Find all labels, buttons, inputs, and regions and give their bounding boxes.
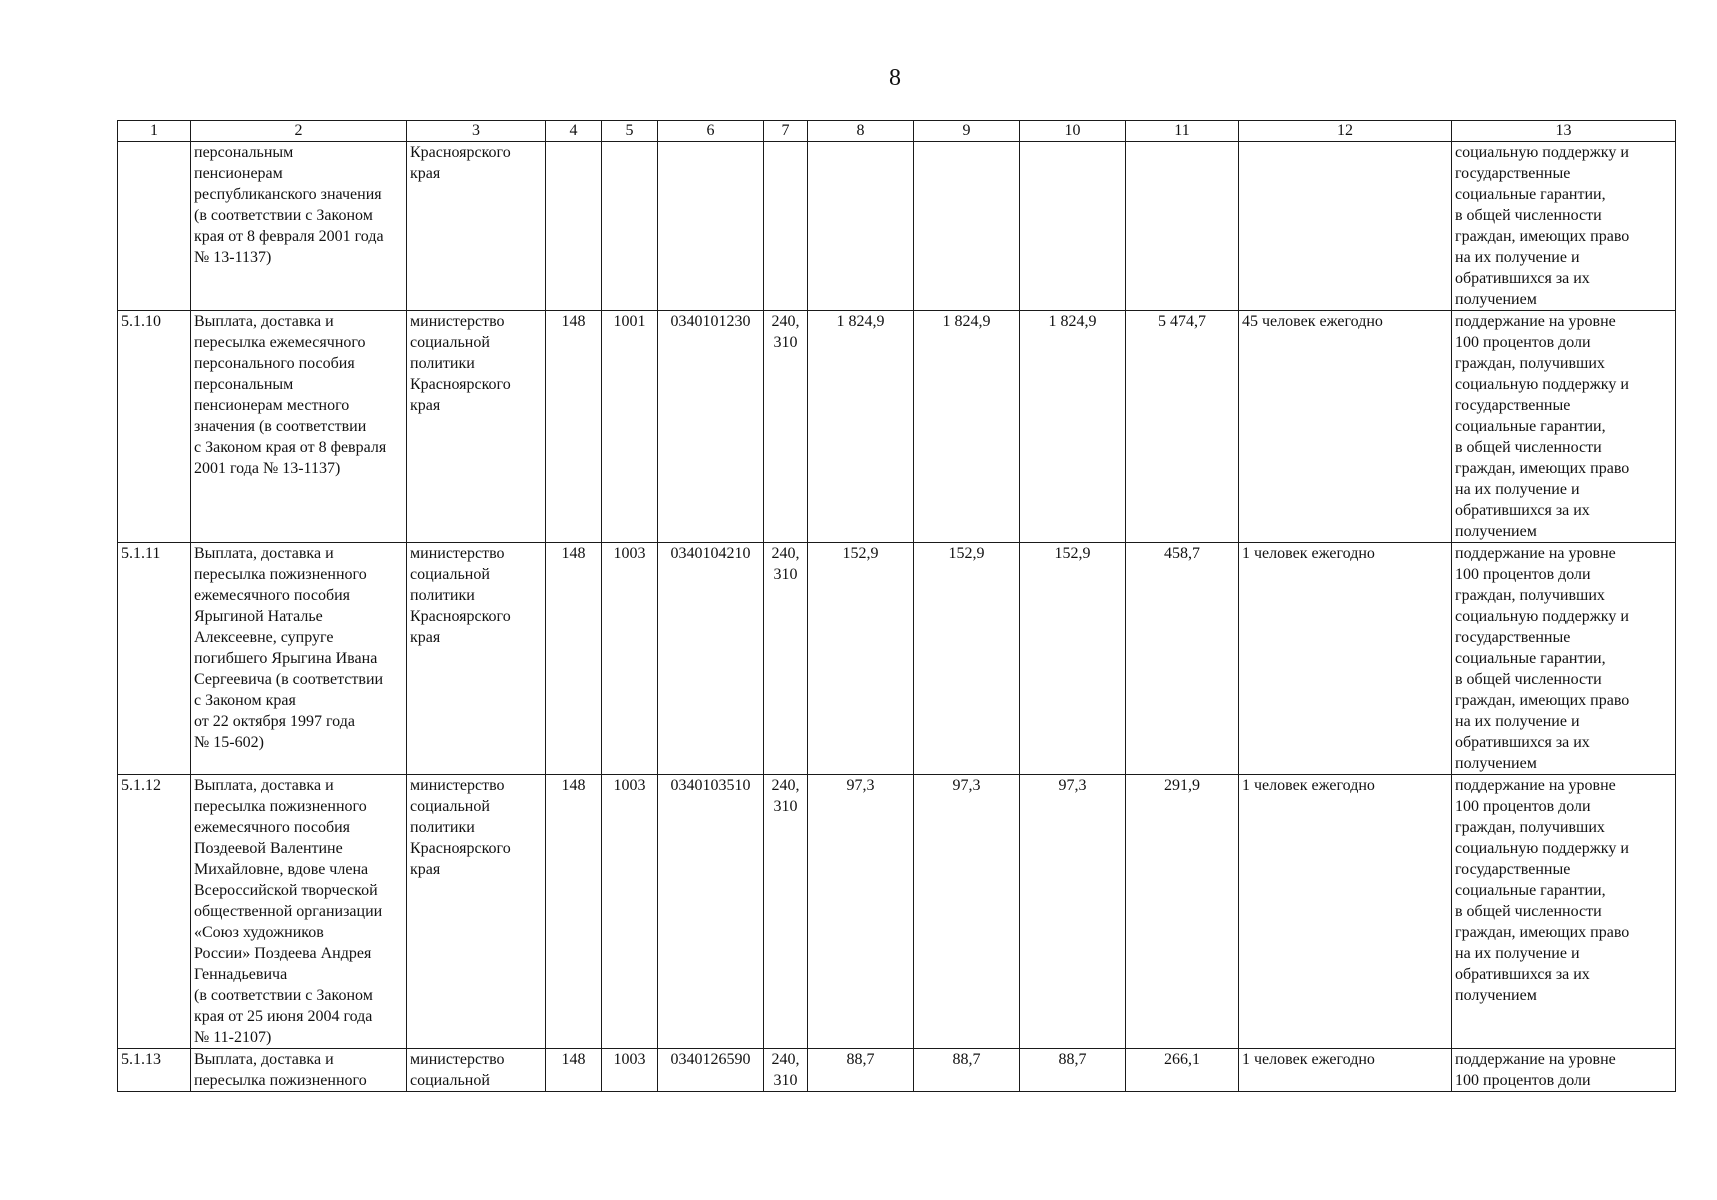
- executor-cell: министерство социальной политики Красноярского края: [407, 543, 546, 775]
- grbs-code-cell: 148: [546, 311, 602, 543]
- header-cell: 5: [602, 121, 658, 142]
- indicator-cell: поддержание на уровне 100 процентов доли граждан, получивших социальную поддержку и государственные социальные гарантии, в общей численности граждан, имеющих право на их получение и обратившихся за их получением: [1452, 775, 1676, 1049]
- expected-result-cell: 45 человек ежегодно: [1239, 311, 1452, 543]
- expense-type-cell: 240, 310: [764, 1049, 808, 1092]
- year1-cell: 88,7: [808, 1049, 914, 1092]
- header-cell: 9: [914, 121, 1020, 142]
- year3-cell: 152,9: [1020, 543, 1126, 775]
- header-row: [118, 121, 1676, 142]
- total-cell: 5 474,7: [1126, 311, 1239, 543]
- section-code-cell: 1003: [602, 1049, 658, 1092]
- grbs-code-cell: [546, 142, 602, 311]
- indicator-cell: социальную поддержку и государственные социальные гарантии, в общей численности граждан, имеющих право на их получение и обратившихся за их получением: [1452, 142, 1676, 311]
- total-cell: 266,1: [1126, 1049, 1239, 1092]
- row-number-cell: 5.1.13: [118, 1049, 191, 1092]
- table-row: [118, 1049, 1676, 1092]
- table-row: [118, 543, 1676, 775]
- header-cell: 6: [658, 121, 764, 142]
- grbs-code-cell: 148: [546, 543, 602, 775]
- target-item-cell: 0340104210: [658, 543, 764, 775]
- executor-cell: Красноярского края: [407, 142, 546, 311]
- header-cell: 10: [1020, 121, 1126, 142]
- row-number-cell: [118, 142, 191, 311]
- year3-cell: [1020, 142, 1126, 311]
- expense-type-cell: 240, 310: [764, 543, 808, 775]
- expected-result-cell: 1 человек ежегодно: [1239, 1049, 1452, 1092]
- row-number-cell: 5.1.10: [118, 311, 191, 543]
- measure-name-cell: Выплата, доставка и пересылка пожизненного: [191, 1049, 407, 1092]
- indicator-cell: поддержание на уровне 100 процентов доли граждан, получивших социальную поддержку и государственные социальные гарантии, в общей численности граждан, имеющих право на их получение и обратившихся за их получением: [1452, 543, 1676, 775]
- year3-cell: 88,7: [1020, 1049, 1126, 1092]
- executor-cell: министерство социальной политики Красноярского края: [407, 311, 546, 543]
- header-cell: 4: [546, 121, 602, 142]
- section-code-cell: 1001: [602, 311, 658, 543]
- grbs-code-cell: 148: [546, 775, 602, 1049]
- total-cell: [1126, 142, 1239, 311]
- year2-cell: [914, 142, 1020, 311]
- page-number: 8: [889, 65, 901, 91]
- measure-name-cell: персональным пенсионерам республиканского значения (в соответствии с Законом края от 8 февраля 2001 года № 13-1137): [191, 142, 407, 311]
- table-row: [118, 142, 1676, 311]
- total-cell: 458,7: [1126, 543, 1239, 775]
- year1-cell: 152,9: [808, 543, 914, 775]
- expected-result-cell: 1 человек ежегодно: [1239, 775, 1452, 1049]
- year2-cell: 152,9: [914, 543, 1020, 775]
- executor-cell: министерство социальной политики Красноярского края: [407, 775, 546, 1049]
- expected-result-cell: [1239, 142, 1452, 311]
- header-cell: 13: [1452, 121, 1676, 142]
- measure-name-cell: Выплата, доставка и пересылка пожизненного ежемесячного пособия Поздеевой Валентине Михайловне, вдове члена Всероссийской творческой общественной организации «Союз художников России» Поздеева Андрея Геннадьевича (в соответствии с Законом края от 25 июня 2004 года № 11-2107): [191, 775, 407, 1049]
- year1-cell: 97,3: [808, 775, 914, 1049]
- section-code-cell: [602, 142, 658, 311]
- header-cell: 3: [407, 121, 546, 142]
- total-cell: 291,9: [1126, 775, 1239, 1049]
- expense-type-cell: 240, 310: [764, 311, 808, 543]
- header-cell: 7: [764, 121, 808, 142]
- target-item-cell: 0340126590: [658, 1049, 764, 1092]
- section-code-cell: 1003: [602, 775, 658, 1049]
- target-item-cell: 0340101230: [658, 311, 764, 543]
- program-table: [117, 120, 1676, 1092]
- expense-type-cell: [764, 142, 808, 311]
- grbs-code-cell: 148: [546, 1049, 602, 1092]
- header-cell: 12: [1239, 121, 1452, 142]
- measure-name-cell: Выплата, доставка и пересылка ежемесячного персонального пособия персональным пенсионерам местного значения (в соответствии с Законом края от 8 февраля 2001 года № 13-1137): [191, 311, 407, 543]
- year2-cell: 88,7: [914, 1049, 1020, 1092]
- year1-cell: 1 824,9: [808, 311, 914, 543]
- header-cell: 11: [1126, 121, 1239, 142]
- header-cell: 8: [808, 121, 914, 142]
- executor-cell: министерство социальной: [407, 1049, 546, 1092]
- expense-type-cell: 240, 310: [764, 775, 808, 1049]
- row-number-cell: 5.1.12: [118, 775, 191, 1049]
- header-cell: 2: [191, 121, 407, 142]
- year2-cell: 97,3: [914, 775, 1020, 1049]
- expected-result-cell: 1 человек ежегодно: [1239, 543, 1452, 775]
- year1-cell: [808, 142, 914, 311]
- target-item-cell: 0340103510: [658, 775, 764, 1049]
- indicator-cell: поддержание на уровне 100 процентов доли граждан, получивших социальную поддержку и государственные социальные гарантии, в общей численности граждан, имеющих право на их получение и обратившихся за их получением: [1452, 311, 1676, 543]
- year3-cell: 1 824,9: [1020, 311, 1126, 543]
- row-number-cell: 5.1.11: [118, 543, 191, 775]
- header-cell: 1: [118, 121, 191, 142]
- indicator-cell: поддержание на уровне 100 процентов доли: [1452, 1049, 1676, 1092]
- table-row: [118, 775, 1676, 1049]
- measure-name-cell: Выплата, доставка и пересылка пожизненного ежемесячного пособия Ярыгиной Наталье Алексеевне, супруге погибшего Ярыгина Ивана Сергеевича (в соответствии с Законом края от 22 октября 1997 года № 15-602): [191, 543, 407, 775]
- section-code-cell: 1003: [602, 543, 658, 775]
- table-row: [118, 311, 1676, 543]
- target-item-cell: [658, 142, 764, 311]
- year3-cell: 97,3: [1020, 775, 1126, 1049]
- year2-cell: 1 824,9: [914, 311, 1020, 543]
